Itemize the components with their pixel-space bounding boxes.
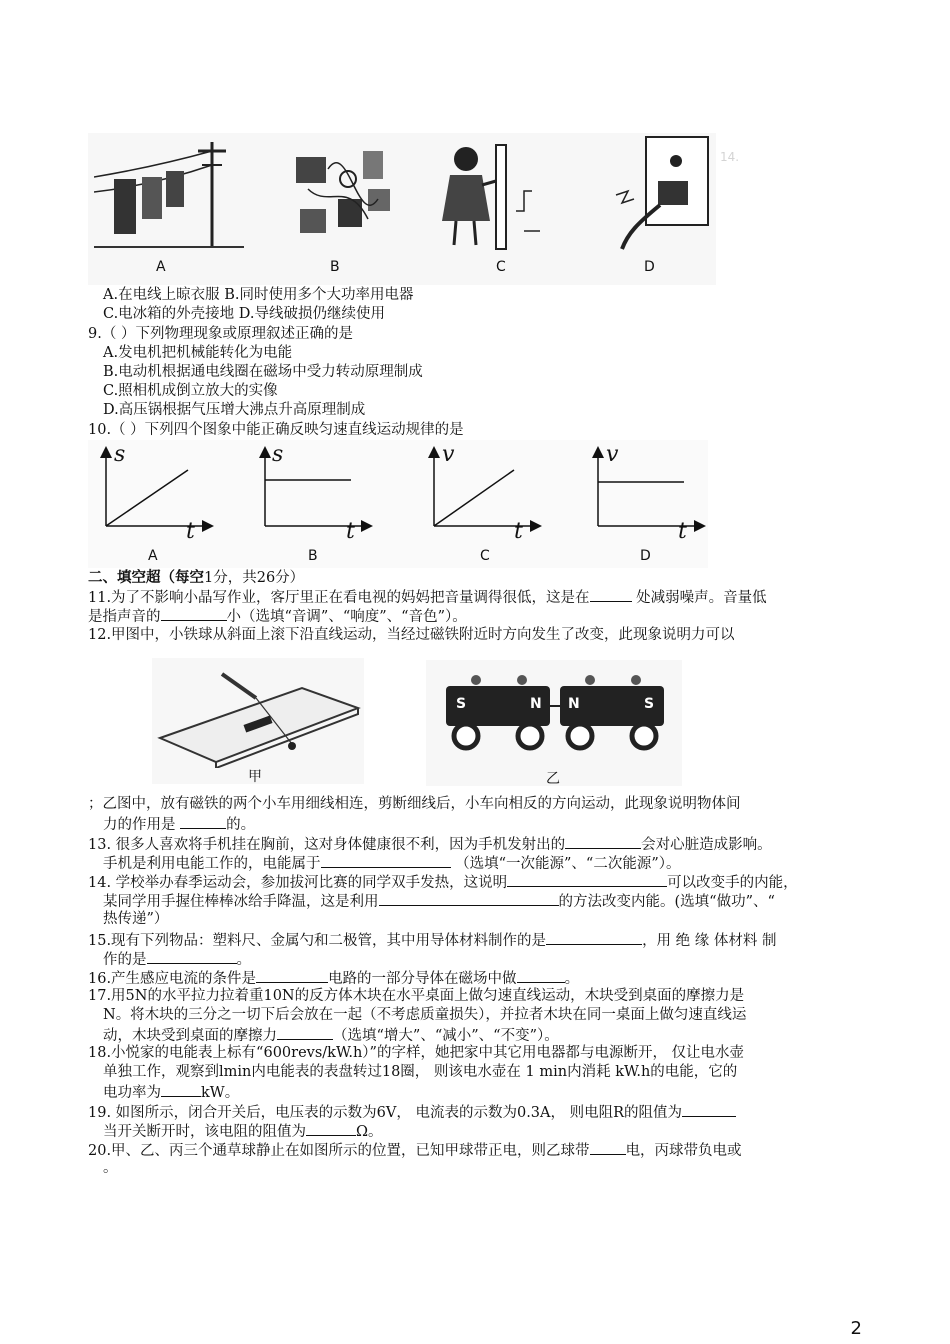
q18-line2: 单独工作，观察到lmin内电能表的表盘转过18圈， 则该电水壶在 1 min内消耗 kW.h的电能，它的 — [103, 1064, 738, 1080]
q9-option-c: C.照相机成倒立放大的实像 — [103, 383, 278, 399]
graph-c-label: C — [480, 548, 490, 564]
q15-text-b: ，用 绝 缘 体材料 制 — [642, 933, 777, 949]
q11-text-b: 处减弱噪声。音量低 — [636, 590, 767, 606]
q8-options-line2: C.电冰箱的外壳接地 D.导线破损仍继续使用 — [103, 306, 386, 322]
q11-blank-2[interactable] — [161, 606, 227, 621]
magnet-label-n2: N — [568, 696, 580, 712]
q13-text-c: 手机是利用电能工作的，电能属于 — [103, 856, 321, 872]
q18-text-b: kW。 — [201, 1085, 240, 1101]
bleed-through-text: 14. — [720, 150, 740, 164]
q14-text-c: 某同学用手握住棒棒冰给手降温，这是利用 — [103, 894, 379, 910]
q14-line1 — [88, 872, 798, 893]
q12-blank[interactable] — [180, 814, 226, 829]
q19-blank-2[interactable] — [306, 1121, 356, 1136]
graph-d-xlabel: t — [678, 519, 687, 544]
q20-blank[interactable] — [590, 1140, 626, 1155]
damaged-wire-plug-illustration — [608, 133, 713, 251]
graph-b-label: B — [308, 548, 318, 564]
q15-blank-1[interactable] — [546, 930, 642, 945]
q11-text-a: 11.为了不影响小晶写作业，客厅里正在看电视的妈妈把音量调得很低，这是在 — [88, 590, 590, 606]
q13-line2 — [103, 853, 681, 874]
q14-text-d: 的方法改变内能。(选填“做功”、“ — [558, 894, 775, 910]
graph-d-ylabel: v — [606, 442, 619, 467]
q8-fig-label-c: C — [496, 259, 506, 275]
q8-fig-label-a: A — [156, 259, 166, 275]
q8-fig-label-b: B — [330, 259, 340, 275]
graph-b-ylabel: s — [272, 442, 284, 467]
q11-blank-1[interactable] — [590, 587, 632, 602]
q18-blank[interactable] — [161, 1082, 201, 1097]
q18-line1: 18.小悦家的电能表上标有“600revs/kW.h）”的字样，她把家中其它用电器都与电源断开， 仅让电水壶 — [88, 1045, 745, 1061]
q17-text-b: （选填“增大”、“减小”、“不变”）。 — [333, 1028, 559, 1044]
q19-blank-1[interactable] — [682, 1102, 736, 1117]
q20-line1 — [88, 1140, 742, 1161]
q13-text-a: 13. 很多人喜欢将手机挂在胸前，这对身体健康很不利，因为手机发射出的 — [88, 837, 566, 853]
q20-text-b: 电，丙球带负电或 — [625, 1143, 742, 1159]
q13-blank-1[interactable] — [565, 834, 641, 849]
q15-text-a: 15.现有下列物品：塑料尺、金属勺和二极管，其中用导体材料制作的是 — [88, 933, 547, 949]
magnet-label-s1: S — [456, 696, 467, 712]
q17-line2: N。将木块的三分之一切下后会放在一起（不考虑质童损失），并拉者木块在同一桌面上做匀速直线运 — [103, 1007, 747, 1023]
q15-text-c: 作的是 — [103, 952, 147, 968]
q18-text-a: 电功率为 — [103, 1085, 161, 1101]
inclined-plane-magnet-illustration — [152, 658, 364, 768]
q15-blank-2[interactable] — [147, 949, 237, 964]
q11-text-c: 是指声音的 — [88, 609, 161, 625]
q8-figure-strip — [88, 133, 716, 285]
magnet-label-s2: S — [644, 696, 655, 712]
q18-line3 — [103, 1082, 239, 1103]
q14-blank-2[interactable] — [379, 891, 559, 906]
fig-yi-caption: 乙 — [546, 771, 560, 787]
graph-a-label: A — [148, 548, 158, 564]
q14-line2 — [103, 891, 775, 912]
q9-stem: 9.（ ）下列物理现象或原理叙述正确的是 — [88, 326, 353, 342]
q13-text-d: （选填“一次能源”、“二次能源”）。 — [455, 856, 681, 872]
q17-text-a: 动，木块受到桌面的摩擦力 — [103, 1028, 277, 1044]
q19-text-b: 当开关断开时，该电阻的阻值为 — [103, 1124, 306, 1140]
multiple-appliances-illustration — [288, 139, 408, 244]
q17-line1: 17.用5N的水平拉力拉着重10N的反方体木块在水平桌面上做匀速直线运动，木块受到桌面的摩擦力是 — [88, 988, 745, 1004]
q13-blank-2[interactable] — [321, 853, 451, 868]
page-number: 2 — [850, 1318, 862, 1339]
q12-line1: 12.甲图中，小铁球从斜面上滚下沿直线运动，当经过磁铁附近时方向发生了改变，此现象说明力可以 — [88, 627, 735, 643]
clothes-on-wire-illustration — [94, 137, 244, 252]
q13-line1 — [88, 834, 772, 855]
graph-d-label: D — [640, 548, 651, 564]
magnet-label-n1: N — [530, 696, 542, 712]
q9-option-d: D.高压锅根据气压增大沸点升高原理制成 — [103, 402, 366, 418]
q12-line2: ；乙图中，放有磁铁的两个小车用细线相连，剪断细线后，小车向相反的方向运动，此现象说明物体间 — [88, 796, 741, 812]
q19-line1 — [88, 1102, 736, 1123]
q19-text-a: 19. 如图所示，闭合开关后，电压表的示数为6V， 电流表的示数为0.3A， 则电阻R的阻值为 — [88, 1105, 683, 1121]
graph-c-ylabel: v — [442, 442, 455, 467]
q14-blank-1[interactable] — [507, 872, 667, 887]
graph-a-xlabel: t — [186, 519, 195, 544]
q19-text-c: Ω。 — [356, 1124, 383, 1140]
q8-options-line1: A.在电线上晾衣服 B.同时使用多个大功率用电器 — [103, 287, 414, 303]
q20-text-a: 20.甲、乙、丙三个通草球静止在如图所示的位置，已知甲球带正电，则乙球带 — [88, 1143, 590, 1159]
fig-jia-caption: 甲 — [248, 769, 262, 785]
q9-option-a: A.发电机把机械能转化为电能 — [103, 345, 293, 361]
q10-stem: 10.（ ）下列四个图象中能正确反映匀速直线运动规律的是 — [88, 422, 464, 438]
girl-refrigerator-illustration — [428, 141, 558, 253]
q12-text-a: 力的作用是 — [103, 817, 176, 833]
graph-c-xlabel: t — [514, 519, 523, 544]
section2-heading — [88, 568, 304, 588]
q14-line3: 热传递”） — [103, 911, 169, 927]
q14-text-b: 可以改变手的内能， — [667, 875, 798, 891]
q15-line1 — [88, 930, 777, 951]
q16-text-a: 16.产生感应电流的条件是 — [88, 971, 257, 987]
q12-figure-jia — [152, 658, 364, 784]
q12-text-b: 的。 — [226, 817, 256, 833]
q15-line2 — [103, 949, 251, 970]
q17-blank[interactable] — [277, 1025, 333, 1040]
q12-figure-yi — [426, 660, 682, 786]
q11-text-d: 小（选填“音调”、“响度”、“音色”）。 — [226, 609, 467, 625]
q17-line3 — [103, 1025, 559, 1046]
q13-text-b: 会对心脏造成影响。 — [641, 837, 772, 853]
q11-line1 — [88, 587, 767, 608]
q8-fig-label-d: D — [644, 259, 655, 275]
q16-text-b: 电路的一部分导体在磁场中做 — [328, 971, 517, 987]
q20-line2: 。 — [103, 1160, 118, 1176]
q12-line3 — [103, 814, 255, 835]
q9-option-b: B.电动机根据通电线圈在磁场中受力转动原理制成 — [103, 364, 423, 380]
q14-text-a: 14. 学校举办春季运动会，参加拔河比赛的同学双手发热，这说明 — [88, 875, 508, 891]
q11-line2 — [88, 606, 467, 627]
section2-title-rest: 1分，共26分） — [204, 570, 305, 586]
q19-line2 — [103, 1121, 383, 1142]
q16-blank-1[interactable] — [256, 968, 328, 983]
section2-title: 二、填空超（每空 — [88, 569, 204, 586]
graph-a-ylabel: s — [114, 442, 126, 467]
q16-text-c: 。 — [564, 971, 580, 987]
q16-line1 — [88, 968, 579, 989]
q15-text-d: 。 — [236, 952, 251, 968]
graph-b-xlabel: t — [346, 519, 355, 544]
q16-blank-2[interactable] — [517, 968, 565, 983]
